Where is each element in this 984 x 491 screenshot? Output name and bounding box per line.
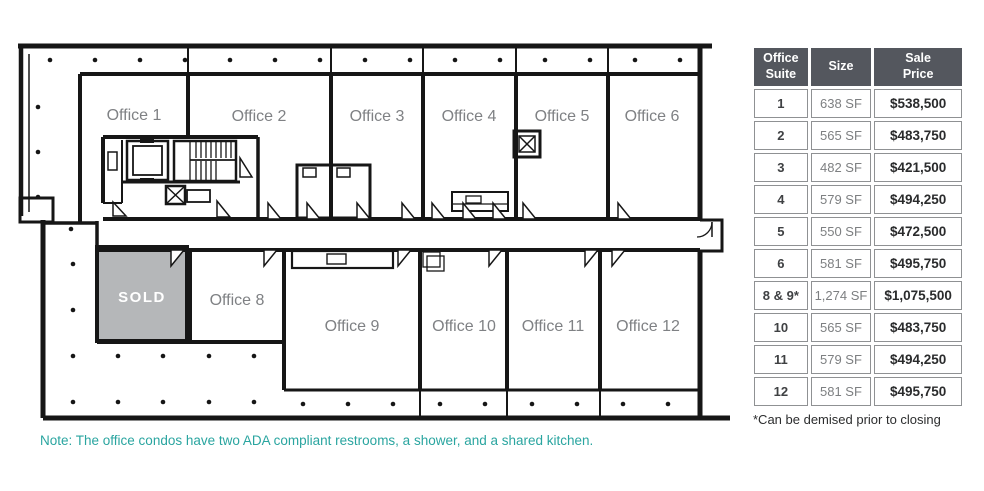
price-cell: $1,075,500 (874, 281, 962, 310)
elevator-icon (127, 139, 168, 182)
suite-cell: 6 (754, 249, 808, 278)
room-label-office-10: Office 10 (432, 318, 496, 335)
table-row (754, 217, 962, 246)
col-header-sale-price: Sale Price (874, 48, 962, 86)
pricing-table (751, 45, 965, 409)
room-label-sold: SOLD (118, 289, 166, 306)
room-label-office-9: Office 9 (324, 318, 380, 335)
suite-cell: 1 (754, 89, 808, 118)
room-label-office-2: Office 2 (231, 108, 287, 125)
room-label-office-4: Office 4 (441, 108, 497, 125)
table-row (754, 89, 962, 118)
table-row (754, 281, 962, 310)
size-cell: 579 SF (811, 345, 872, 374)
table-row (754, 313, 962, 342)
room-label-office-3: Office 3 (349, 108, 405, 125)
kitchen-counter-icon (452, 192, 508, 211)
price-cell: $472,500 (874, 217, 962, 246)
suite-cell: 10 (754, 313, 808, 342)
suite-cell: 3 (754, 153, 808, 182)
table-row (754, 185, 962, 214)
price-cell: $483,750 (874, 313, 962, 342)
room-label-office-8: Office 8 (209, 292, 265, 309)
price-cell: $494,250 (874, 185, 962, 214)
suite-cell: 11 (754, 345, 808, 374)
suite-cell: 12 (754, 377, 808, 406)
table-header-row (754, 48, 962, 86)
stair-elevator-core (103, 137, 258, 219)
table-row (754, 249, 962, 278)
suite-cell: 8 & 9* (754, 281, 808, 310)
size-cell: 581 SF (811, 377, 872, 406)
suite-cell: 5 (754, 217, 808, 246)
table-footnote: *Can be demised prior to closing (753, 412, 941, 427)
room-label-office-11: Office 11 (521, 318, 585, 335)
interior-walls (80, 46, 700, 418)
pricing-panel (751, 45, 967, 427)
size-cell: 1,274 SF (811, 281, 872, 310)
col-header-size: Size (811, 48, 872, 86)
size-cell: 565 SF (811, 313, 872, 342)
room-label-office-1: Office 1 (106, 107, 162, 124)
price-cell: $421,500 (874, 153, 962, 182)
room-label-office-5: Office 5 (534, 108, 590, 125)
table-row (754, 377, 962, 406)
stairs-icon (174, 141, 236, 181)
table-row (754, 345, 962, 374)
table-row (754, 121, 962, 150)
size-cell: 482 SF (811, 153, 872, 182)
table-row (754, 153, 962, 182)
price-cell: $495,750 (874, 377, 962, 406)
room-label-office-12: Office 12 (616, 318, 680, 335)
price-cell: $483,750 (874, 121, 962, 150)
size-cell: 565 SF (811, 121, 872, 150)
size-cell: 581 SF (811, 249, 872, 278)
price-cell: $538,500 (874, 89, 962, 118)
perimeter-walls (18, 46, 730, 418)
suite-cell: 4 (754, 185, 808, 214)
price-cell: $494,250 (874, 345, 962, 374)
size-cell: 550 SF (811, 217, 872, 246)
price-cell: $495,750 (874, 249, 962, 278)
size-cell: 579 SF (811, 185, 872, 214)
room-label-office-6: Office 6 (624, 108, 680, 125)
col-header-office-suite: Office Suite (754, 48, 808, 86)
size-cell: 638 SF (811, 89, 872, 118)
floorplan-note: Note: The office condos have two ADA compliant restrooms, a shower, and a shared kitchen. (40, 433, 594, 448)
suite-cell: 2 (754, 121, 808, 150)
shaft-x-icon (166, 186, 185, 204)
